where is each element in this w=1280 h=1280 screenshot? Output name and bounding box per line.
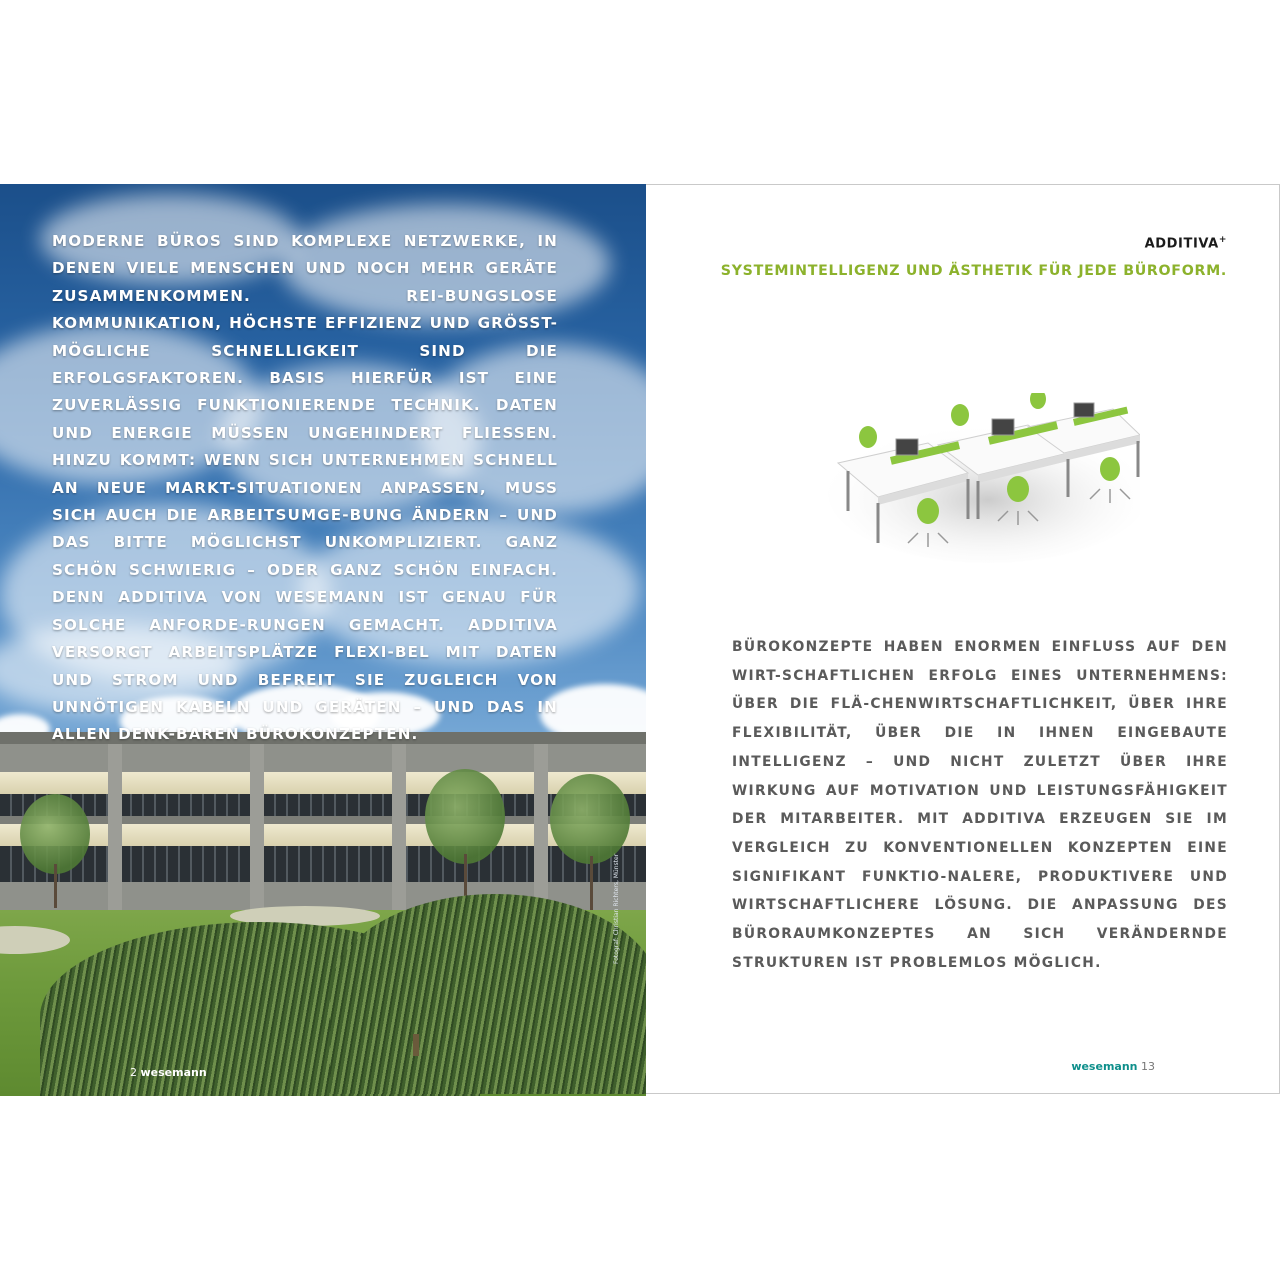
- office-furniture-illustration: [828, 393, 1140, 565]
- left-body-text: MODERNE BÜROS SIND KOMPLEXE NETZWERKE, IN DENEN VIELE MENSCHEN UND NOCH MEHR GERÄTE ZUSAMMENKOMMEN. REI-BUNGSLOSE KOMMUNIKATION, HÖCHSTE EFFIZIENZ UND GRÖSST-MÖGLICHE SCHNELLIGKEIT SIND DIE ERFOLGSFAKTOREN. BASIS HIERFÜR IST EINE ZUVERLÄSSIG FUNKTIONIERENDE TECHNIK. DATEN UND ENERGIE MÜSSEN UNGEHINDERT FLIESSEN. HINZU KOMMT: WENN SICH UNTERNEHMEN SCHNELL AN NEUE MARKT-SITUATIONEN ANPASSEN, MUSS SICH AUCH DIE ARBEITSUMGE-BUNG ÄNDERN – UND DAS BITTE MÖGLICHST UNKOMPLIZIERT. GANZ SCHÖN SCHWIERIG – ODER GANZ SCHÖN EINFACH. DENN ADDITIVA VON WESEMANN IST GENAU FÜR SOLCHE ANFORDE-RUNGEN GEMACHT. ADDITIVA VERSORGT ARBEITSPLÄTZE FLEXI-BEL MIT DATEN UND STROM UND BEFREIT SIE ZUGLEICH VON UNNÖTIGEN KABELN UND GERÄTEN – UND DAS IN ALLEN DENK-BAREN BÜROKONZEPTEN.: [52, 232, 558, 744]
- right-page: [646, 184, 1280, 1094]
- product-name: ADDITIVA: [1144, 236, 1219, 252]
- right-body-text: BÜROKONZEPTE HABEN ENORMEN EINFLUSS AUF DEN WIRT-SCHAFTLICHEN ERFOLG EINES UNTERNEHMENS: ÜBER DIE FLÄ-CHENWIRTSCHAFTLICHKEIT, ÜBER IHRE FLEXIBILITÄT, ÜBER DIE IN IHNEN EINGEBAUTE INTELLIGENZ – UND NICHT ZULETZT ÜBER IHRE WIRKUNG AUF MOTIVATION UND LEISTUNGSFÄHIGKEIT DER MITARBEITER. MIT ADDITIVA ERZEUGEN SIE IM VERGLEICH ZU KONVENTIONELLEN KONZEPTEN EINE SIGNIFIKANT FUNKTIO-NALERE, PRODUKTIVERE UND WIRTSCHAFTLICHERE LÖSUNG. DIE ANPASSUNG DES BÜRORAUMKONZEPTES AN SICH VERÄNDERNDE STRUKTUREN IST PROBLEMLOS MÖGLICH.: [732, 639, 1228, 971]
- right-page-number: 13: [1141, 1060, 1155, 1073]
- garden-post: [413, 1034, 419, 1056]
- left-brand-logo: wesemann: [140, 1066, 207, 1079]
- tree: [425, 769, 505, 864]
- left-page-number: 2: [130, 1066, 137, 1079]
- right-folio: [1071, 1060, 1155, 1073]
- left-folio: [130, 1066, 207, 1079]
- subtitle: SYSTEMINTELLIGENZ UND ÄSTHETIK FÜR JEDE BÜROFORM.: [720, 263, 1227, 279]
- tree: [20, 794, 90, 874]
- product-mark: +: [1218, 235, 1227, 245]
- right-brand-logo: wesemann: [1071, 1060, 1138, 1073]
- photo-credit: Fotograf: Christian Richters, Münster: [613, 853, 620, 964]
- product-title: [1145, 235, 1227, 251]
- brochure-spread: [0, 184, 1280, 1096]
- left-page: [0, 184, 646, 1096]
- tree: [550, 774, 630, 864]
